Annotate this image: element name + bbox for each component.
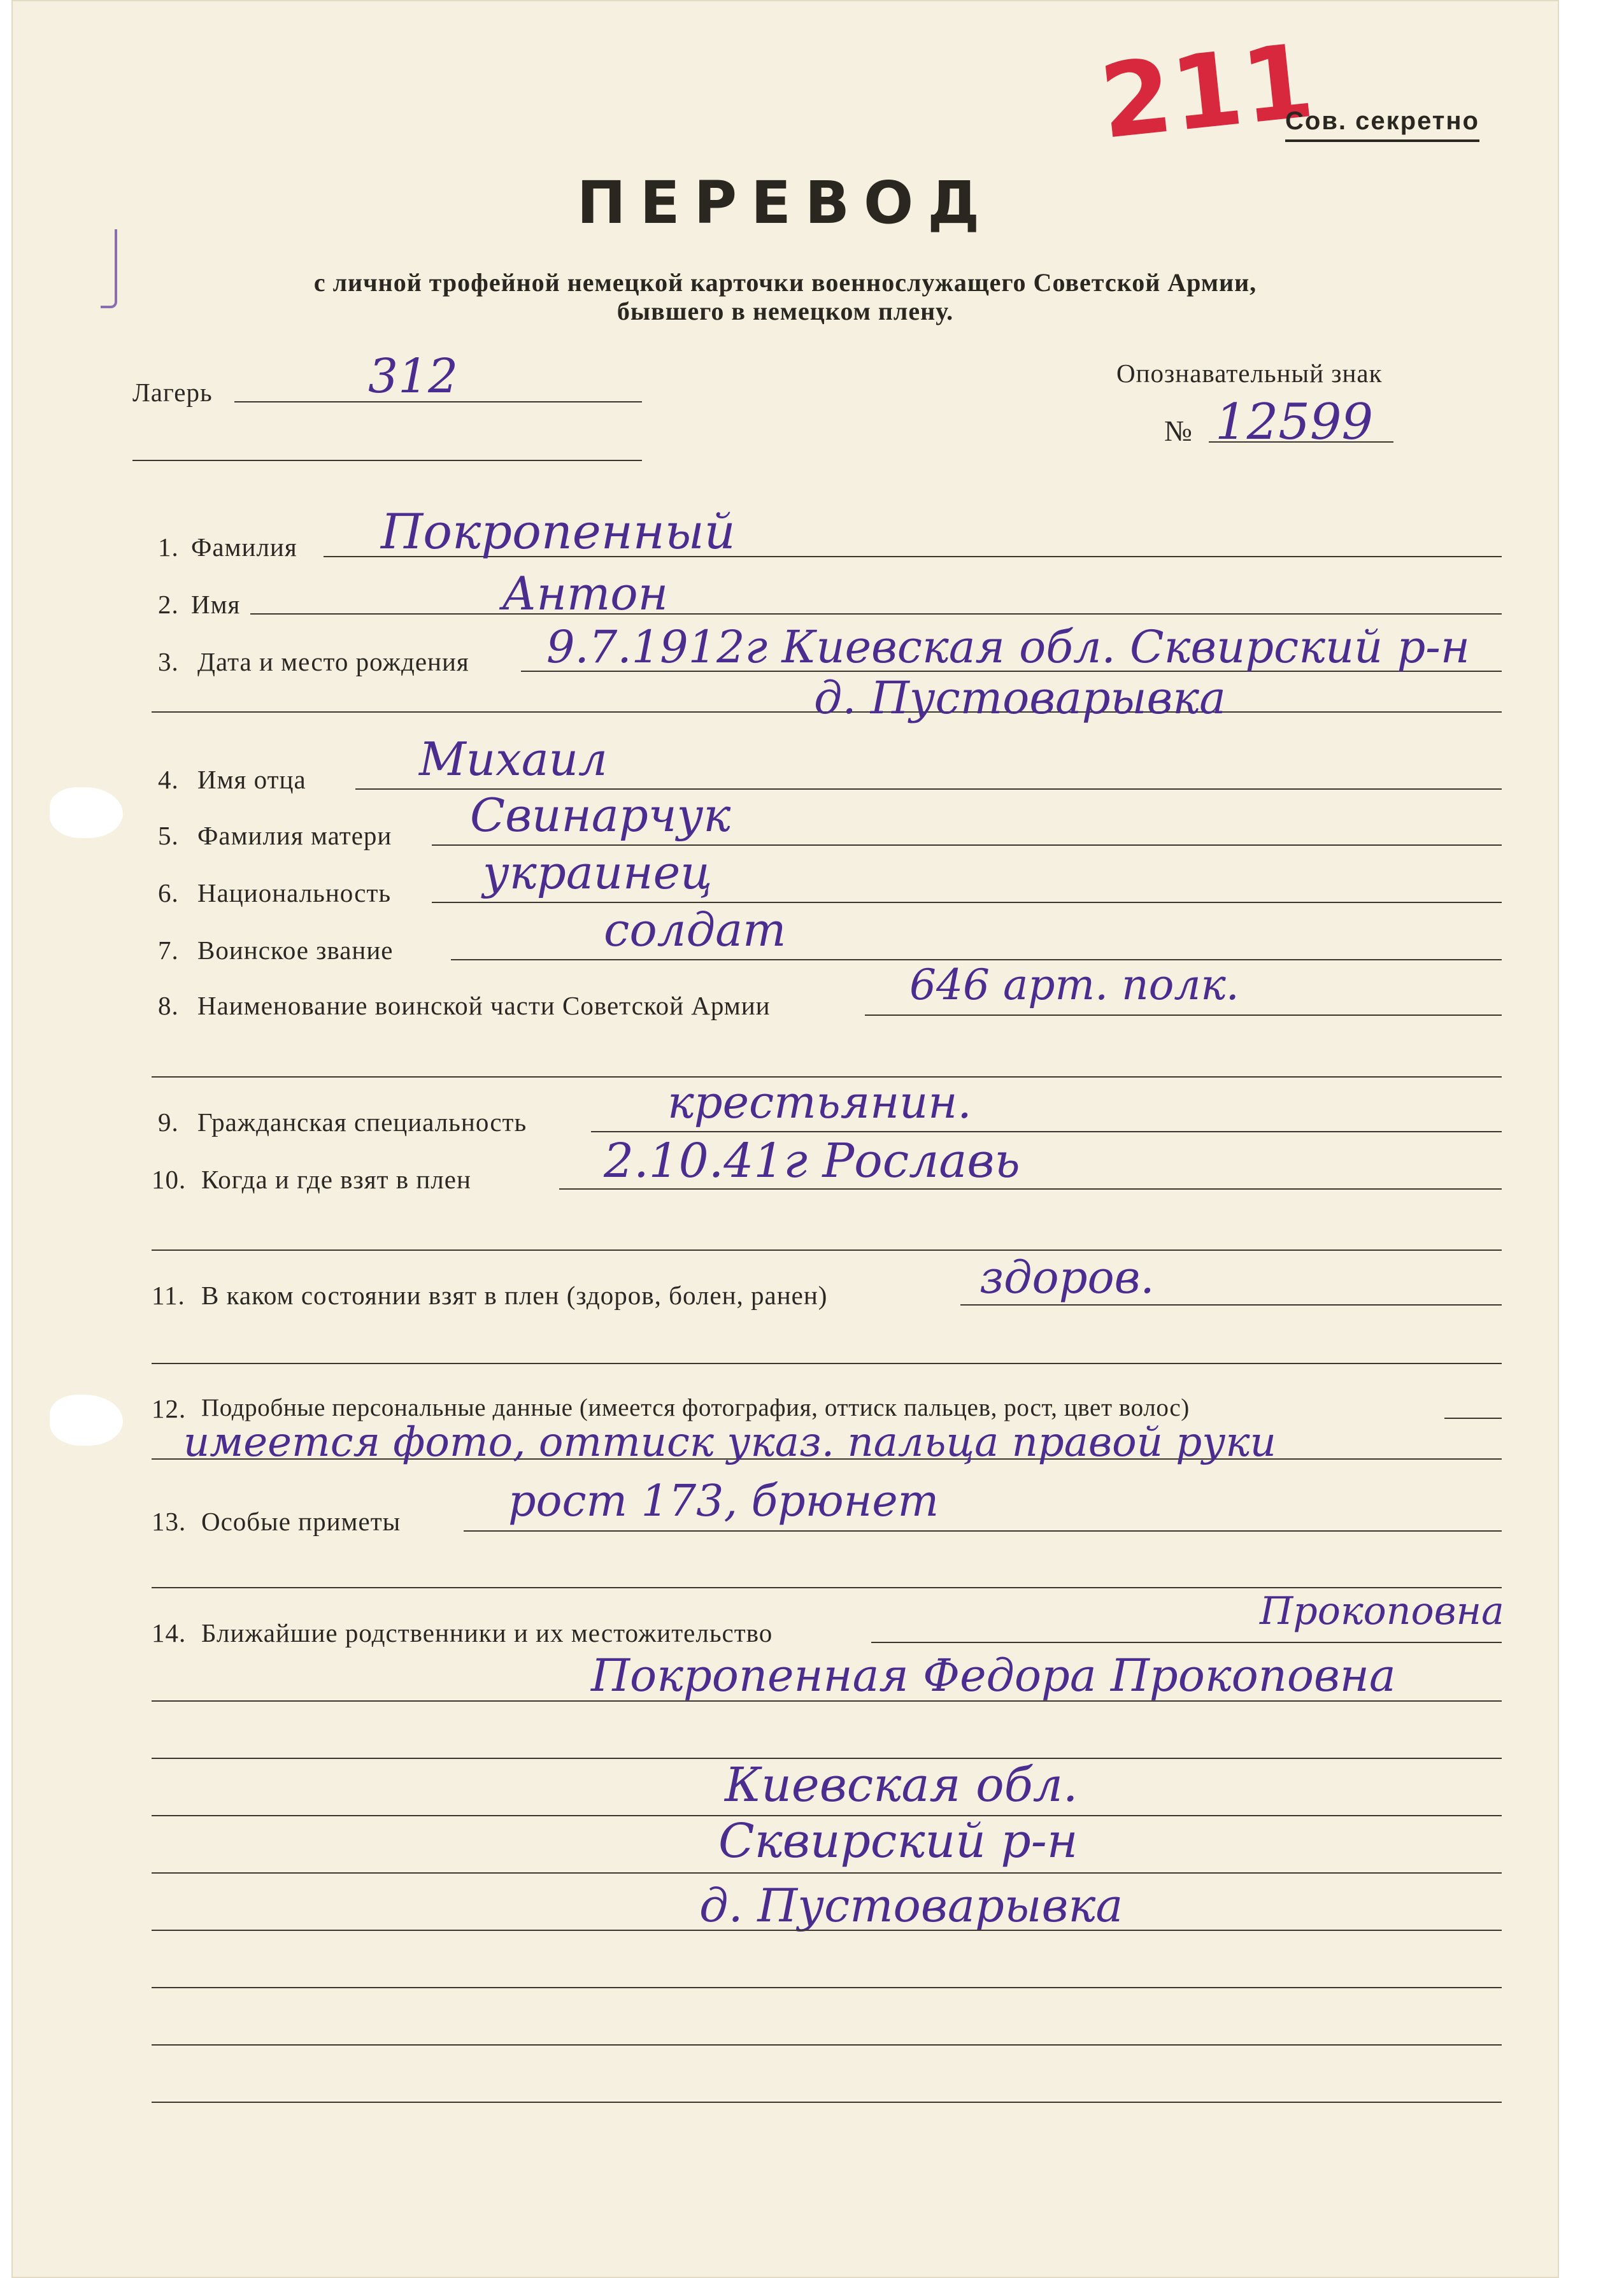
field-3-value: 9.7.1912г Киевская обл. Сквирский р-н (546, 621, 1471, 673)
field-13-label: Особые приметы (201, 1507, 401, 1536)
field-2-label: Имя (191, 590, 241, 619)
field-5-number: 5. (158, 821, 179, 850)
field-5-label: Фамилия матери (197, 821, 392, 850)
field-7-label: Воинское звание (197, 936, 394, 965)
camp-label: Лагерь (132, 378, 213, 407)
document-title: ПЕРЕВОД (576, 169, 994, 237)
id-tag-number: 12599 (1215, 394, 1374, 451)
field-11-value: здоров. (979, 1251, 1155, 1304)
field-11-label: В каком состоянии взят в плен (здоров, болен, ранен) (201, 1281, 828, 1310)
field-9-value: крестьянин. (667, 1076, 972, 1128)
field-12-value: имеется фото, оттиск указ. пальца правой руки (183, 1419, 1276, 1466)
field-6-number: 6. (158, 878, 179, 908)
punch-hole-top (50, 787, 123, 838)
field-8-value: 646 арт. полк. (909, 960, 1239, 1009)
field-14-address-line-3: д. Пустоварывка (699, 1879, 1123, 1932)
subtitle-line-1: с личной трофейной немецкой карточки военнослужащего Советской Армии, (313, 268, 1257, 297)
field-11-number: 11. (152, 1281, 185, 1310)
field-6-value: украинец (483, 846, 713, 899)
field-3-label: Дата и место рождения (197, 647, 469, 676)
red-stamp-number: 211 (1095, 21, 1319, 162)
field-12-label: Подробные персональные данные (имеется фотография, оттиск пальцев, рост, цвет волос) (201, 1394, 1190, 1421)
field-10-value: 2.10.41г Рославь (604, 1134, 1020, 1188)
field-3-number: 3. (158, 647, 179, 676)
field-3-value-line-2: д. Пустоварывка (814, 672, 1226, 724)
field-10-number: 10. (152, 1165, 187, 1194)
field-13-value: рост 173, брюнет (508, 1476, 939, 1527)
field-8-number: 8. (158, 991, 179, 1020)
field-12-number: 12. (152, 1394, 187, 1423)
field-7-number: 7. (158, 936, 179, 965)
classification-mark: Сов. секретно (1285, 107, 1479, 142)
field-14-value-above: Прокоповна (1260, 1589, 1504, 1634)
scan-margin (1559, 0, 1624, 2278)
field-1-value: Покропенный (381, 503, 736, 560)
subtitle-line-2: бывшего в немецком плену. (616, 297, 954, 325)
field-9-number: 9. (158, 1107, 179, 1137)
field-2-value: Антон (502, 567, 668, 620)
field-4-number: 4. (158, 765, 179, 794)
field-1-label: Фамилия (191, 532, 297, 562)
field-14-number: 14. (152, 1618, 187, 1648)
field-14-value: Покропенная Федора Прокоповна (591, 1649, 1396, 1702)
field-2-number: 2. (158, 590, 179, 619)
field-6-label: Национальность (197, 878, 392, 908)
punch-hole-bottom (50, 1395, 123, 1446)
camp-value: 312 (368, 349, 459, 404)
field-13-number: 13. (152, 1507, 187, 1536)
field-1-number: 1. (158, 532, 179, 562)
field-14-address-line-2: Сквирский р-н (718, 1814, 1078, 1869)
field-10-label: Когда и где взят в плен (201, 1165, 471, 1194)
field-4-label: Имя отца (197, 765, 306, 794)
field-14-address-line-1: Киевская обл. (725, 1758, 1078, 1812)
field-8-label: Наименование воинской части Советской Армии (197, 991, 771, 1020)
field-5-value: Свинарчук (470, 788, 731, 842)
field-14-label: Ближайшие родственники и их местожительство (201, 1618, 773, 1648)
id-tag-prefix: № (1164, 415, 1193, 447)
field-7-value: солдат (604, 903, 787, 957)
field-4-value: Михаил (419, 732, 608, 786)
id-tag-label: Опознавательный знак (1116, 359, 1383, 388)
field-9-label: Гражданская специальность (197, 1107, 527, 1137)
document-sheet (11, 0, 1559, 2278)
